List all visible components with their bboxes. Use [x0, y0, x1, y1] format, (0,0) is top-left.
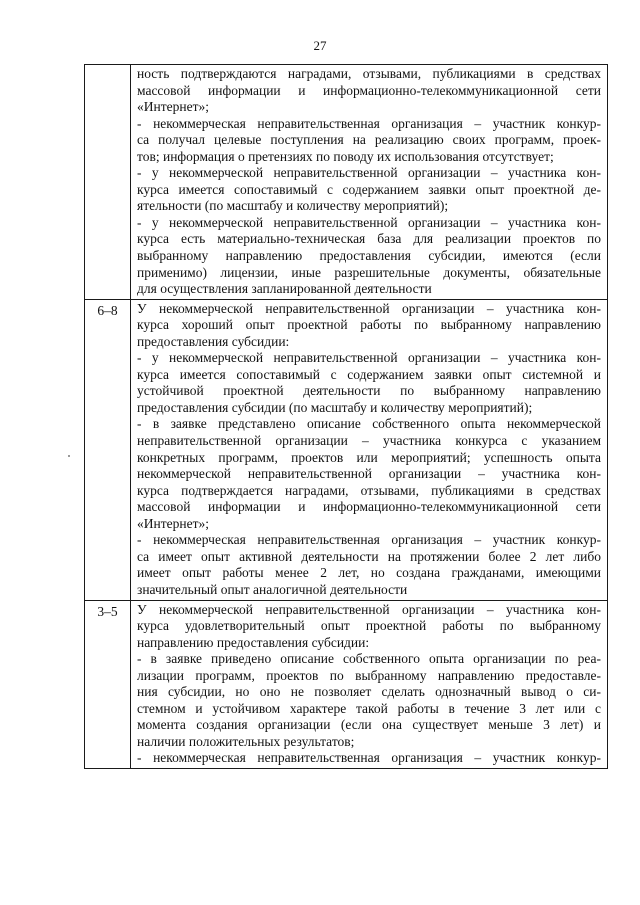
- page-number: 27: [313, 38, 327, 53]
- score-row: [85, 600, 608, 768]
- description-line: - некоммерческая неправительственная организация – участник конкур-: [137, 750, 601, 766]
- description-line: курса хороший опыт проектной работы по выбранному направлению: [137, 317, 601, 333]
- description-line: конкретных программ, проектов или мероприятий; успешность опыта: [137, 449, 601, 465]
- description-line: ния субсидии, но оно не позволяет сделать однозначный вывод о си-: [137, 684, 601, 700]
- description-line: - в заявке представлено описание собственного опыта некоммерческой: [137, 416, 601, 432]
- scan-speck: [68, 455, 70, 457]
- criteria-description-cell: [131, 299, 608, 600]
- description-line: - у некоммерческой неправительственной организации – участника кон-: [137, 165, 601, 181]
- description-line: - в заявке приведено описание собственного опыта организации по реа-: [137, 651, 601, 667]
- description-line: выбранному направлению предоставления субсидии, имеются (если: [137, 248, 601, 264]
- description-line: направлению предоставления субсидии:: [137, 634, 370, 650]
- description-line: имеет опыт работы менее 2 лет, но создана гражданами, имеющими: [137, 565, 601, 581]
- description-line: лизации программ, проектов по выбранному направлению предоставле-: [137, 667, 601, 683]
- score-value: [85, 65, 130, 68]
- score-row: [85, 299, 608, 600]
- score-cell: [85, 299, 131, 600]
- description-line: курса удовлетворительный опыт проектной работы по выбранному: [137, 618, 601, 634]
- description-line: предоставления субсидии (по масштабу и количеству мероприятий);: [137, 399, 533, 415]
- description-line: тов; информация о претензиях по поводу их использования отсутствует;: [137, 148, 554, 164]
- description-line: «Интернет»;: [137, 99, 209, 115]
- description-line: курса имеется сопоставимый с содержанием заявки опыт проектной де-: [137, 181, 601, 197]
- description-line: массовой информации и информационно-телекоммуникационной сети: [137, 82, 601, 98]
- description-line: курса есть материально-техническая база для реализации проектов по: [137, 231, 601, 247]
- description-line: стемном и устойчивом характере такой работы в течение 3 лет или с: [137, 700, 601, 716]
- criteria-description-cell: [131, 600, 608, 768]
- score-cell: [85, 600, 131, 768]
- description-line: наличии положительных результатов;: [137, 733, 355, 749]
- description-line: значительный опыт аналогичной деятельности: [137, 581, 408, 597]
- description-line: курса подтверждается наградами, отзывами, публикациями в средствах: [137, 482, 601, 498]
- description-line: - некоммерческая неправительственная организация – участник конкур-: [137, 115, 601, 131]
- description-line: неправительственной организации – участника конкурса с указанием: [137, 433, 601, 449]
- description-line: У некоммерческой неправительственной организации – участника кон-: [137, 601, 601, 617]
- description-line: - у некоммерческой неправительственной организации – участника кон-: [137, 214, 601, 230]
- score-cell: [85, 65, 131, 300]
- description-line: - некоммерческая неправительственная организация – участник конкур-: [137, 532, 601, 548]
- score-row: [85, 65, 608, 300]
- description-line: момента создания организации (если она существует меньше 3 лет) и: [137, 717, 601, 733]
- description-line: са получал целевые поступления на реализацию своих программ, проек-: [137, 132, 601, 148]
- description-line: - у некоммерческой неправительственной организации – участника кон-: [137, 350, 601, 366]
- description-line: са имеет опыт активной деятельности на протяжении более 2 лет либо: [137, 548, 601, 564]
- score-value: 3–5: [97, 603, 118, 619]
- description-line: «Интернет»;: [137, 515, 209, 531]
- criteria-table: [84, 64, 608, 769]
- description-line: курса имеется сопоставимый с содержанием заявки опыт системной и: [137, 366, 601, 382]
- criteria-description-cell: [131, 65, 608, 300]
- description-line: массовой информации и информационно-телекоммуникационной сети: [137, 499, 601, 515]
- description-line: применимо) лицензии, иные разрешительные документы, обязательные: [137, 264, 601, 280]
- description-line: У некоммерческой неправительственной организации – участника кон-: [137, 300, 601, 316]
- description-line: некоммерческой неправительственной организации – участника кон-: [137, 466, 601, 482]
- description-line: предоставления субсидии:: [137, 333, 290, 349]
- score-value: 6–8: [97, 302, 118, 318]
- description-line: для осуществления запланированной деятельности: [137, 281, 432, 297]
- description-line: устойчивой проектной деятельности по выбранному направлению: [137, 383, 601, 399]
- description-line: ность подтверждаются наградами, отзывами, публикациями в средствах: [137, 66, 601, 81]
- description-line: ятельности (по масштабу и количеству мероприятий);: [137, 198, 449, 214]
